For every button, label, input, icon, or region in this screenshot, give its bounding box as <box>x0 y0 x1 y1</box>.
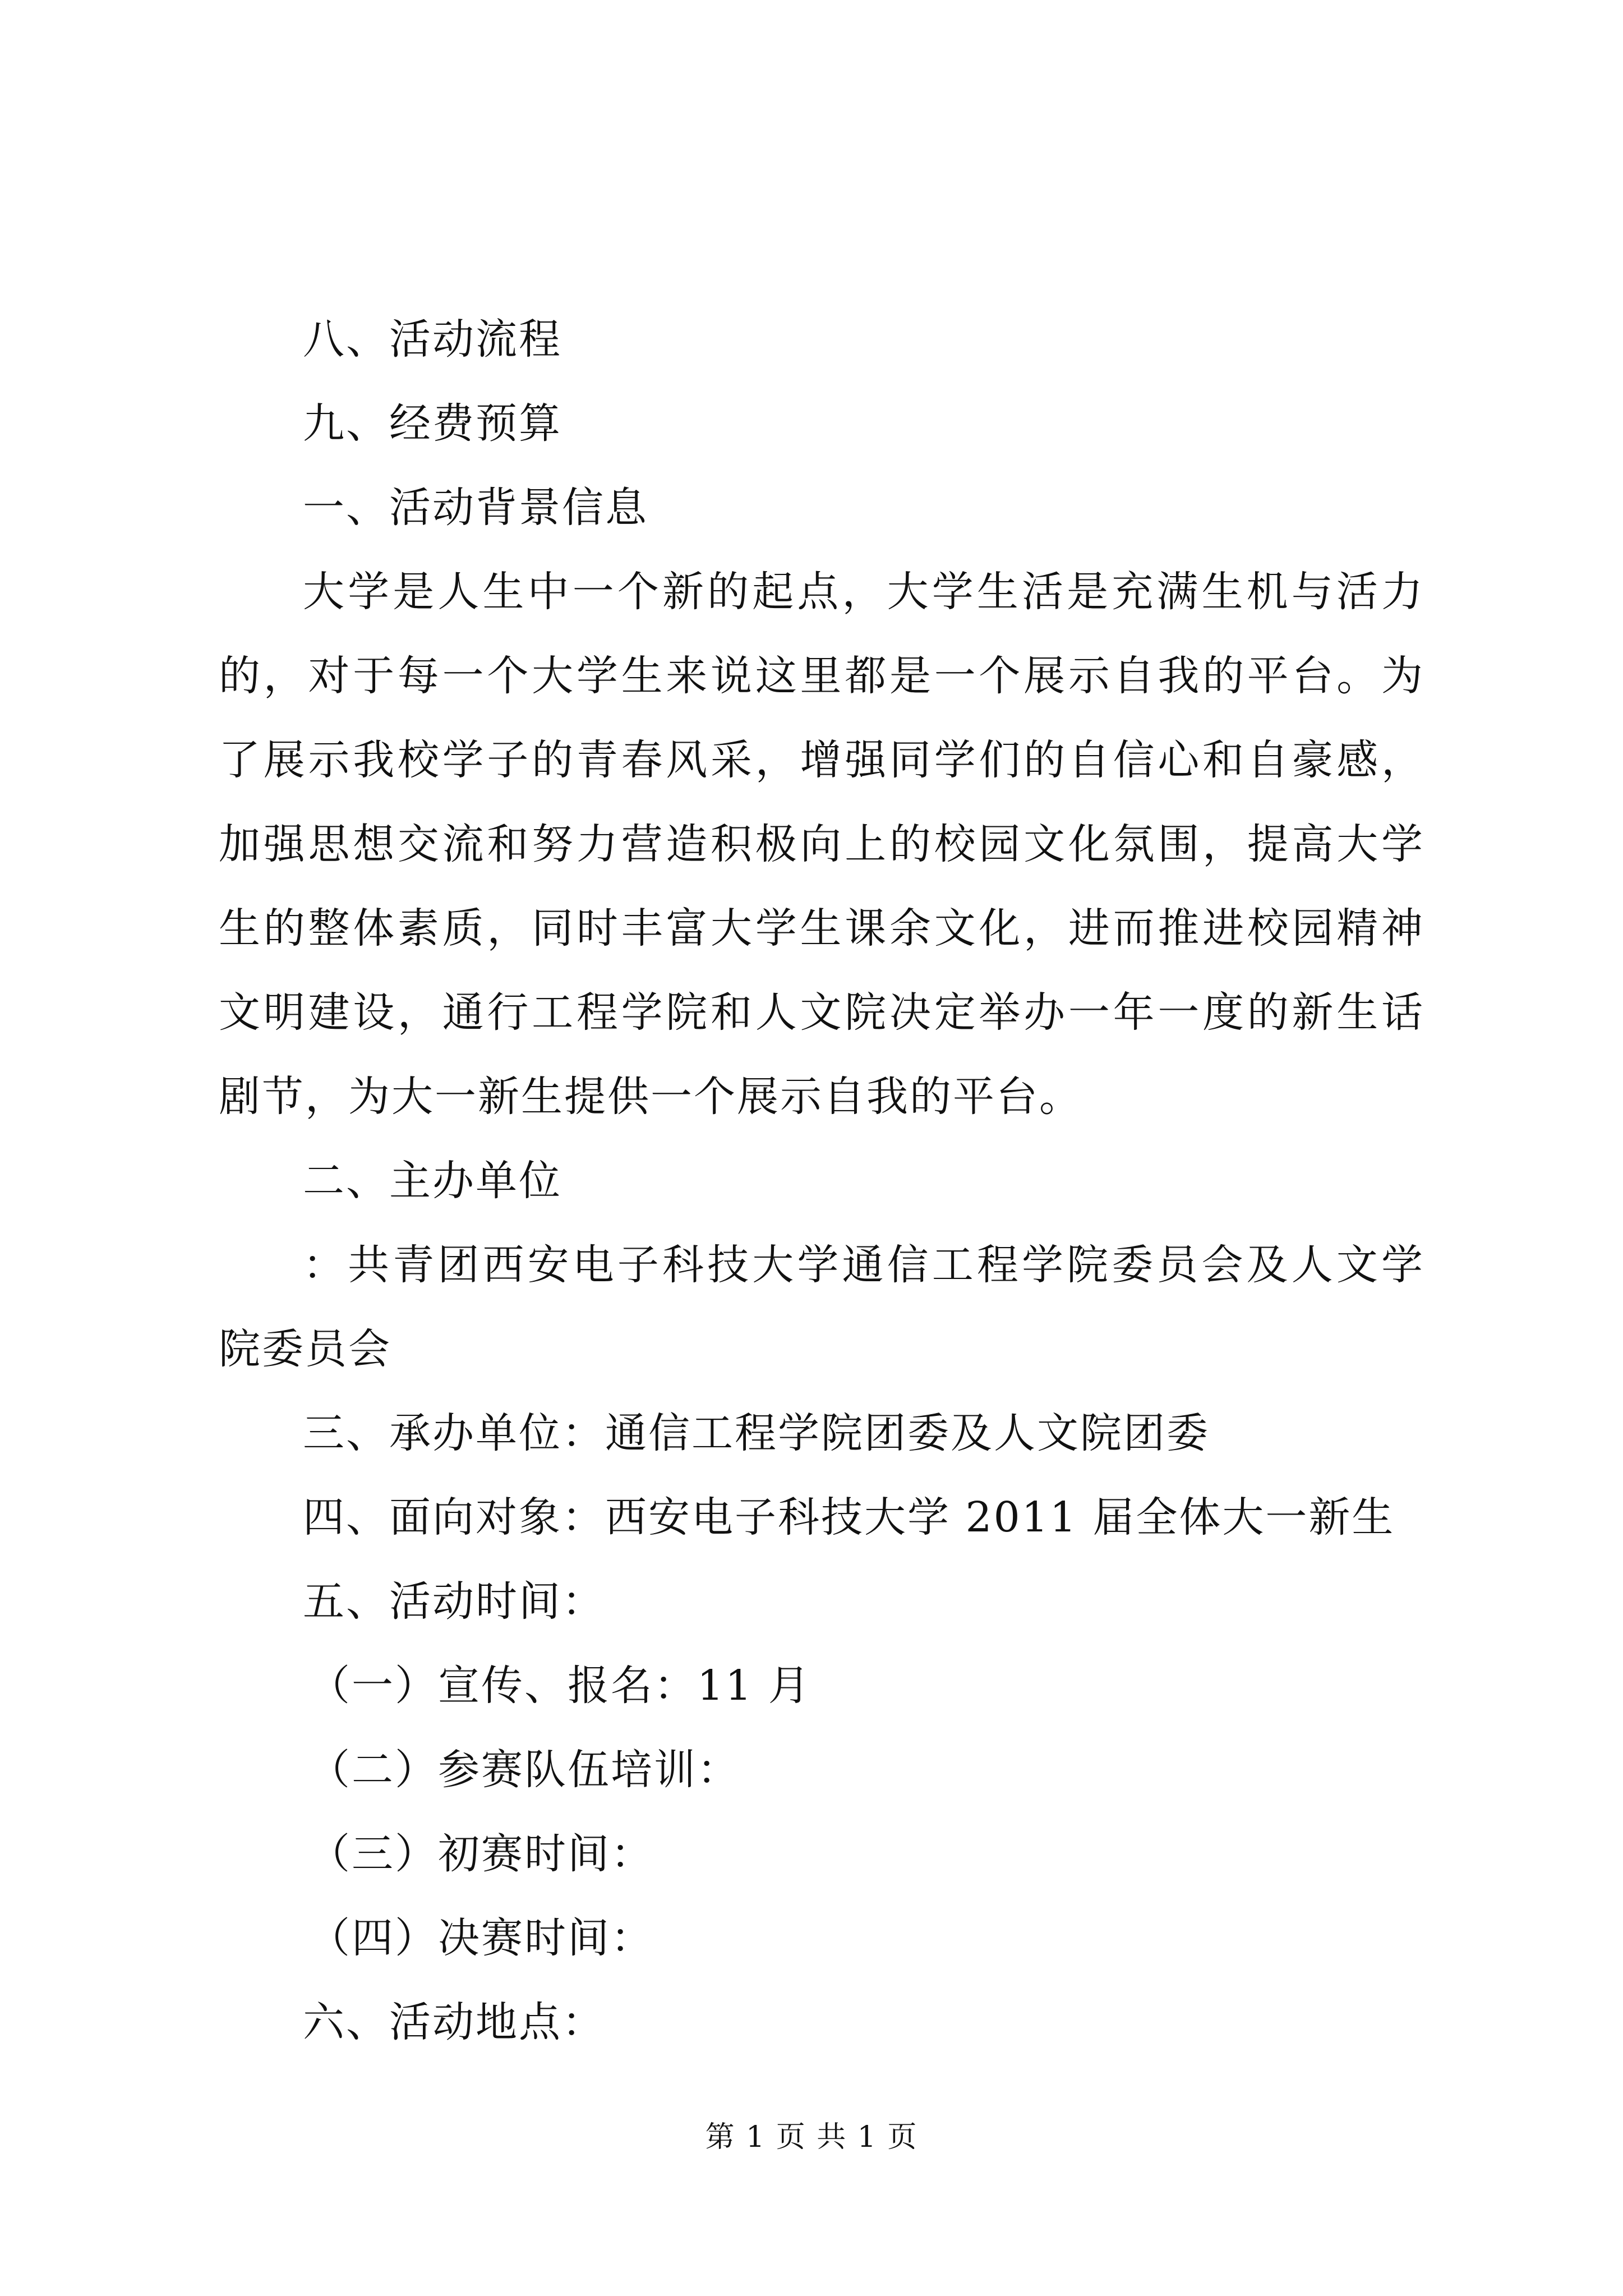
time-item-training: （二）参赛队伍培训： <box>308 1746 740 1794</box>
heading-activity-flow: 八、活动流程 <box>303 315 562 364</box>
background-paragraph: 大学是人生中一个新的起点，大学生活是充满生机与活力的，对于每一个大学生来说这里都是一个展示自我的平台。为了展示我校学子的青春风采，增强同学们的自信心和自豪感，加强思想交流和努力营造积极向上的校园文化氛围，提高大学生的整体素质，同时丰富大学生课余文化，进而推进校园精神文明建设，通行工程学院和人文院决定举办一年一度的新生话剧节，为大一新生提供一个展示自我的平台。 <box>219 568 1424 1121</box>
heading-activity-time: 五、活动时间： <box>303 1577 605 1626</box>
time-item-promotion: （一）宣传、报名：11 月 <box>308 1662 811 1710</box>
heading-organizer: 二、主办单位 <box>303 1157 562 1205</box>
heading-background: 一、活动背景信息 <box>303 484 648 532</box>
time-item-preliminary: （三）初赛时间： <box>308 1830 654 1878</box>
heading-activity-location: 六、活动地点： <box>303 1998 605 2046</box>
audience-line: 四、面向对象：西安电子科技大学 2011 届全体大一新生 <box>303 1493 1395 1542</box>
organizer-paragraph: ：共青团西安电子科技大学通信工程学院委员会及人文学院委员会 <box>219 1241 1424 1373</box>
time-item-final: （四）决赛时间： <box>308 1914 654 1962</box>
heading-budget: 九、经费预算 <box>303 399 562 448</box>
document-body <box>219 297 1424 2064</box>
co-organizer-line: 三、承办单位：通信工程学院团委及人文院团委 <box>303 1409 1210 1457</box>
page-footer <box>0 2118 1623 2157</box>
page-number-label: 第 1 页 共 1 页 <box>705 2120 918 2154</box>
